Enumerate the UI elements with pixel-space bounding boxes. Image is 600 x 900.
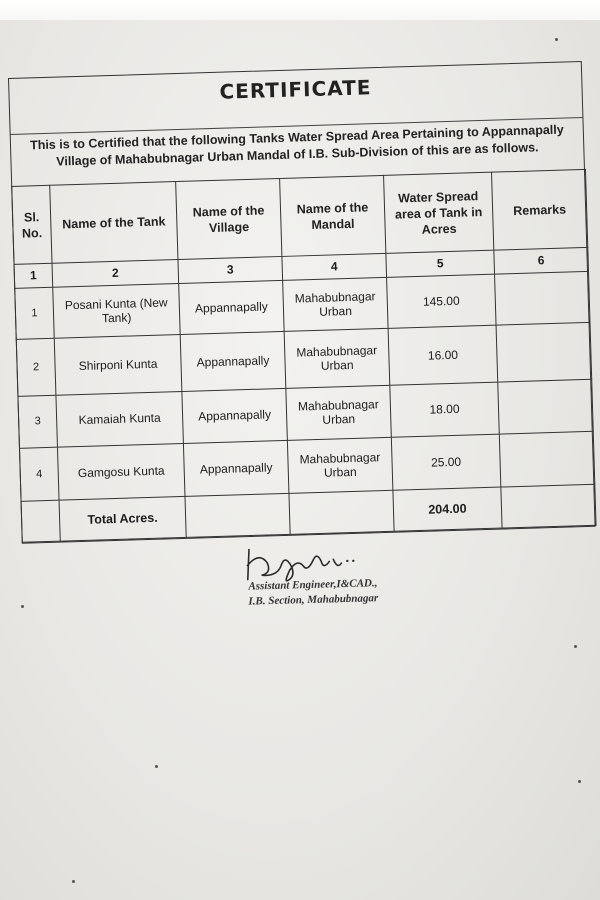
cell-area: 25.00 <box>391 434 501 491</box>
column-number: 5 <box>386 250 495 277</box>
certificate-intro: This is to Certified that the following Tanks Water Spread Area Pertaining to Appannapally Village of Mahabubnagar Urban Mandal of I.B. Sub-Division of this are as follows. <box>29 122 564 169</box>
header-tank-name: Name of the Tank <box>50 182 178 264</box>
column-number: 1 <box>14 263 53 288</box>
certificate-title: CERTIFICATE <box>219 75 372 104</box>
cell-empty <box>21 500 60 542</box>
column-number: 6 <box>494 247 589 273</box>
certificate-document <box>8 61 600 548</box>
cell-village: Appannapally <box>180 331 286 391</box>
cell-mandal: Mahabubnagar Urban <box>284 328 390 388</box>
cell-mandal: Mahabubnagar Urban <box>287 437 393 493</box>
cell-tank: Kamaiah Kunta <box>56 392 183 447</box>
cell-sl: 1 <box>15 287 55 339</box>
header-mandal-name: Name of the Mandal <box>280 175 386 256</box>
column-number: 2 <box>52 260 179 287</box>
header-sl-no: Sl. No. <box>12 185 52 264</box>
total-label: Total Acres. <box>59 496 186 541</box>
tanks-table <box>11 169 596 543</box>
cell-remarks <box>496 322 592 382</box>
cell-area: 18.00 <box>390 382 499 436</box>
paper-speck <box>578 780 581 783</box>
header-water-spread-area: Water Spread area of Tank in Acres <box>384 172 494 253</box>
signature-line-2: I.B. Section, Mahabubnagar <box>248 592 379 608</box>
total-value: 204.00 <box>393 487 502 531</box>
cell-remarks <box>495 271 590 325</box>
cell-sl: 2 <box>16 338 56 397</box>
paper-speck <box>555 38 558 41</box>
cell-area: 145.00 <box>387 274 496 328</box>
cell-village: Appannapally <box>183 440 289 496</box>
cell-tank: Gamgosu Kunta <box>57 443 185 500</box>
cell-empty <box>289 490 394 534</box>
signature-block <box>227 538 389 637</box>
cell-tank: Posani Kunta (New Tank) <box>53 283 180 338</box>
cell-village: Appannapally <box>182 389 287 443</box>
paper-speck <box>72 880 75 883</box>
scanned-page <box>0 20 600 900</box>
header-village-name: Name of the Village <box>176 178 282 259</box>
cell-sl: 4 <box>19 447 59 501</box>
signature-designation <box>228 576 399 610</box>
cell-remarks <box>499 431 595 487</box>
column-number: 4 <box>282 253 387 280</box>
cell-sl: 3 <box>18 396 58 448</box>
cell-empty <box>501 484 596 528</box>
signature-line-1: Assistant Engineer,I&CAD., <box>248 577 378 593</box>
cell-mandal: Mahabubnagar Urban <box>283 277 388 331</box>
cell-tank: Shirponi Kunta <box>54 334 182 395</box>
cell-remarks <box>498 380 593 434</box>
cell-area: 16.00 <box>388 325 498 386</box>
cell-mandal: Mahabubnagar Urban <box>286 386 391 440</box>
paper-speck <box>21 605 24 608</box>
cell-empty <box>185 493 290 537</box>
column-number: 3 <box>178 256 283 283</box>
paper-speck <box>155 765 158 768</box>
cell-village: Appannapally <box>179 280 284 334</box>
paper-speck <box>574 645 577 648</box>
header-remarks: Remarks <box>492 169 588 250</box>
